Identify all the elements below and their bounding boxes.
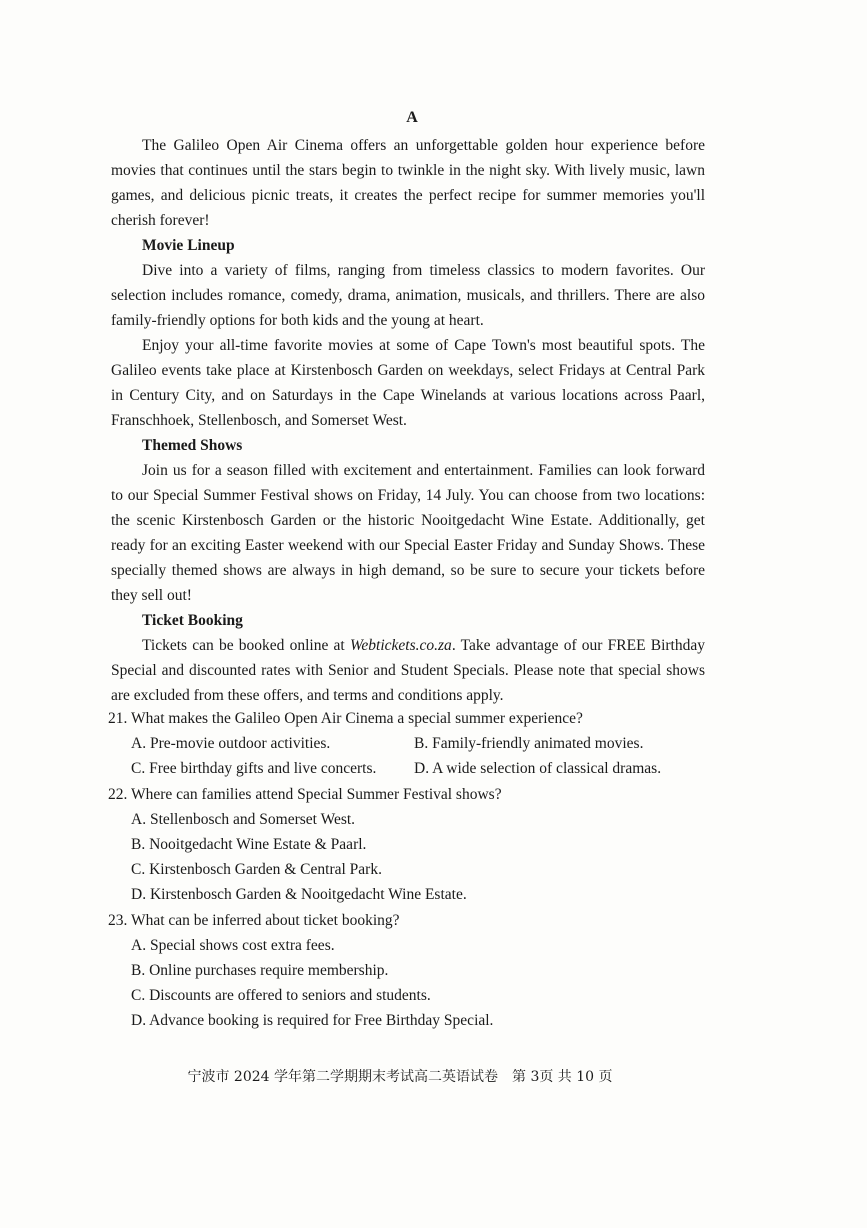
movie-lineup-paragraph-1: Dive into a variety of films, ranging from timeless classics to modern favorites. Our selection includes romance, comedy, drama, animation, musicals, and thrillers. There are also family-friendly options for both kids and the young at heart. (111, 262, 705, 329)
question-22-options (108, 807, 708, 908)
option-22-b: B. Nooitgedacht Wine Estate & Paarl. (131, 836, 367, 854)
option-23-a: A. Special shows cost extra fees. (131, 936, 335, 954)
option-21-a: A. Pre-movie outdoor activities. (131, 735, 331, 753)
movie-lineup-paragraph-2: Enjoy your all-time favorite movies at some of Cape Town's most beautiful spots. The Galileo events take place at Kirstenbosch Garden on weekdays, select Fridays at Central Park in Century City, and on Saturdays in the Cape Winelands at various locations across Paarl, Franschhoek, Stellenbosch, and Somerset West. (111, 337, 705, 429)
option-22-d: D. Kirstenbosch Garden & Nooitgedacht Wine Estate. (131, 886, 467, 904)
question-23-stem: 23. What can be inferred about ticket booking? (108, 911, 400, 929)
option-22-a: A. Stellenbosch and Somerset West. (131, 810, 356, 828)
option-23-b: B. Online purchases require membership. (131, 962, 389, 980)
option-21-d: D. A wide selection of classical dramas. (414, 760, 662, 778)
page-footer: 宁波市 2024 学年第二学期期末考试高二英语试卷 第 3页 共 10 页 (187, 1069, 613, 1085)
webtickets-link-text: Webtickets.co.za (349, 637, 452, 654)
ticket-booking-paragraph (111, 633, 705, 708)
question-list (108, 706, 708, 1034)
ticket-booking-heading: Ticket Booking (142, 612, 243, 629)
option-23-d: D. Advance booking is required for Free Birthday Special. (131, 1012, 494, 1030)
option-21-b: B. Family-friendly animated movies. (414, 735, 644, 753)
question-23-options (108, 933, 708, 1034)
ticket-text-after: . Take advantage of our FREE Birthday Special and discounted rates with Senior and Student Specials. Please note that special shows are excluded from these offers, and terms and conditions apply. (111, 637, 705, 704)
section-title: A (406, 109, 418, 126)
themed-shows-heading: Themed Shows (142, 437, 243, 454)
ticket-text-before: Tickets can be booked online at (142, 637, 350, 654)
themed-shows-paragraph: Join us for a season filled with excitement and entertainment. Families can look forward to our Special Summer Festival shows on Friday, 14 July. You can choose from two locations: the scenic Kirstenbosch Garden or the historic Nooitgedacht Wine Estate. Additionally, get ready for an exciting Easter weekend with our Special Easter Friday and Sunday Shows. These specially themed shows are always in high demand, so be sure to secure your tickets before they sell out! (111, 462, 705, 604)
option-21-c: C. Free birthday gifts and live concerts. (131, 760, 377, 778)
question-22-stem: 22. Where can families attend Special Summer Festival shows? (108, 785, 502, 803)
movie-lineup-heading: Movie Lineup (142, 237, 235, 254)
option-22-c: C. Kirstenbosch Garden & Central Park. (131, 861, 382, 879)
reading-passage (111, 133, 705, 708)
option-23-c: C. Discounts are offered to seniors and students. (131, 987, 431, 1005)
question-21-stem: 21. What makes the Galileo Open Air Cinema a special summer experience? (108, 710, 583, 727)
question-21-options (108, 731, 708, 781)
intro-paragraph: The Galileo Open Air Cinema offers an unforgettable golden hour experience before movies that continues until the stars begin to twinkle in the night sky. With lively music, lawn games, and delicious picnic treats, it creates the perfect recipe for summer memories you'll cherish forever! (111, 137, 705, 229)
